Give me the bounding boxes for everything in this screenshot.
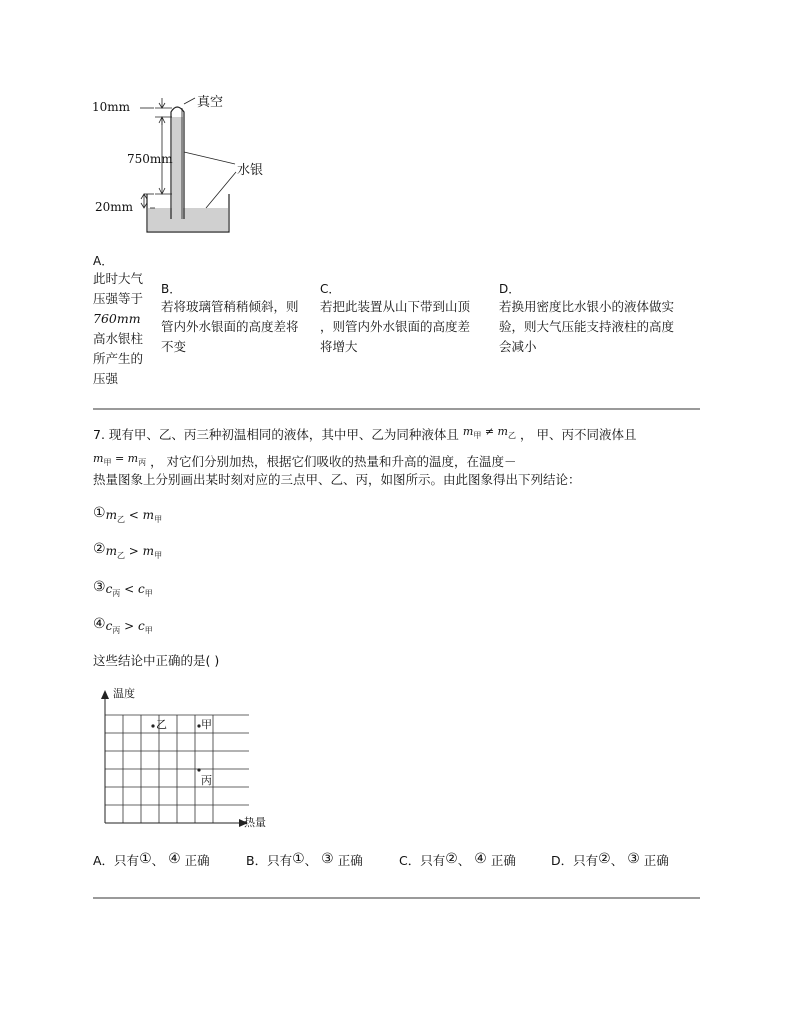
- label-750mm: 750mm: [127, 152, 173, 166]
- answer-a[interactable]: A．只有①、 ④ 正确: [93, 851, 210, 868]
- graph-ylabel: 温度: [113, 687, 135, 700]
- q7-question: 这些结论中正确的是( ): [93, 653, 220, 668]
- graph-grid: [105, 715, 249, 823]
- graph-label-yi: 乙: [156, 718, 167, 731]
- conclusion-1: $①m_乙 < m_甲$: [93, 505, 163, 524]
- label-vacuum: 真空: [197, 95, 224, 110]
- option-c-line: 若把此装置从山下带到山顶: [320, 299, 471, 314]
- answer-d[interactable]: D．只有②、 ③ 正确: [551, 851, 669, 868]
- option-d-line: 若换用密度比水银小的液体做实: [499, 299, 675, 314]
- answer-b[interactable]: B．只有①、 ③ 正确: [246, 851, 363, 868]
- divider: [93, 408, 700, 410]
- conclusion-2: $②m_乙 > m_甲$: [93, 541, 163, 560]
- option-a-line: 此时大气: [93, 271, 144, 286]
- temperature-heat-graph: [95, 685, 275, 830]
- option-b[interactable]: [161, 280, 321, 357]
- conclusion-3: $③c_丙 < c_甲$: [93, 579, 153, 598]
- q7-expr-eq: $m_甲 = m_丙$: [93, 452, 147, 467]
- graph-xlabel: 热量: [244, 816, 266, 829]
- answer-c[interactable]: C．只有②、 ④ 正确: [399, 851, 516, 868]
- option-d-line: 验，则大气压能支持液柱的高度: [499, 319, 675, 334]
- option-d-line: 会减小: [499, 339, 537, 354]
- option-a-line: 压强等于: [93, 291, 144, 306]
- q7-line3: 热量图象上分别画出某时刻对应的三点甲、乙、丙，如图所示。由此图象得出下列结论：: [93, 472, 581, 487]
- option-b-line: 不变: [161, 339, 187, 354]
- option-d-letter: D．: [499, 282, 521, 296]
- q7-line2-text: ， 对它们分别加热，根据它们吸收的热量和升高的温度，在温度－: [150, 454, 517, 469]
- option-a-line: 高水银柱: [93, 331, 144, 346]
- graph-label-bing: 丙: [201, 774, 212, 787]
- divider: [93, 897, 700, 899]
- option-a[interactable]: [93, 252, 153, 389]
- option-b-line: 若将玻璃管稍稍倾斜，则: [161, 299, 299, 314]
- graph-label-jia: 甲: [201, 718, 212, 731]
- option-a-line: 760mm: [93, 311, 141, 326]
- point-yi: [151, 724, 154, 727]
- option-c[interactable]: [320, 280, 498, 357]
- y-axis-arrow-icon: [101, 690, 109, 699]
- option-a-line: 压强: [93, 371, 119, 386]
- q7-line1-text-b: ， 甲、丙不同液体且: [519, 427, 637, 442]
- option-a-letter: A．: [93, 254, 114, 268]
- option-c-letter: C．: [320, 282, 341, 296]
- q7-line1-text: 7. 现有甲、乙、丙三种初温相同的液体，其中甲、乙为同种液体且: [93, 427, 459, 442]
- conclusion-4: $④c_丙 > c_甲$: [93, 616, 153, 635]
- option-d[interactable]: [499, 280, 704, 357]
- option-c-line: 将增大: [320, 339, 358, 354]
- option-c-line: ，则管内外水银面的高度差: [320, 319, 471, 334]
- q7-expr-neq: $m_甲 \ne m_乙$: [462, 425, 516, 440]
- option-b-letter: B．: [161, 282, 182, 296]
- option-a-line: 所产生的: [93, 351, 144, 366]
- option-b-line: 管内外水银面的高度差将: [161, 319, 299, 334]
- label-mercury: 水银: [237, 163, 264, 178]
- q7-line1: [93, 421, 636, 447]
- label-10mm: 10mm: [92, 100, 131, 114]
- label-20mm: 20mm: [95, 200, 134, 214]
